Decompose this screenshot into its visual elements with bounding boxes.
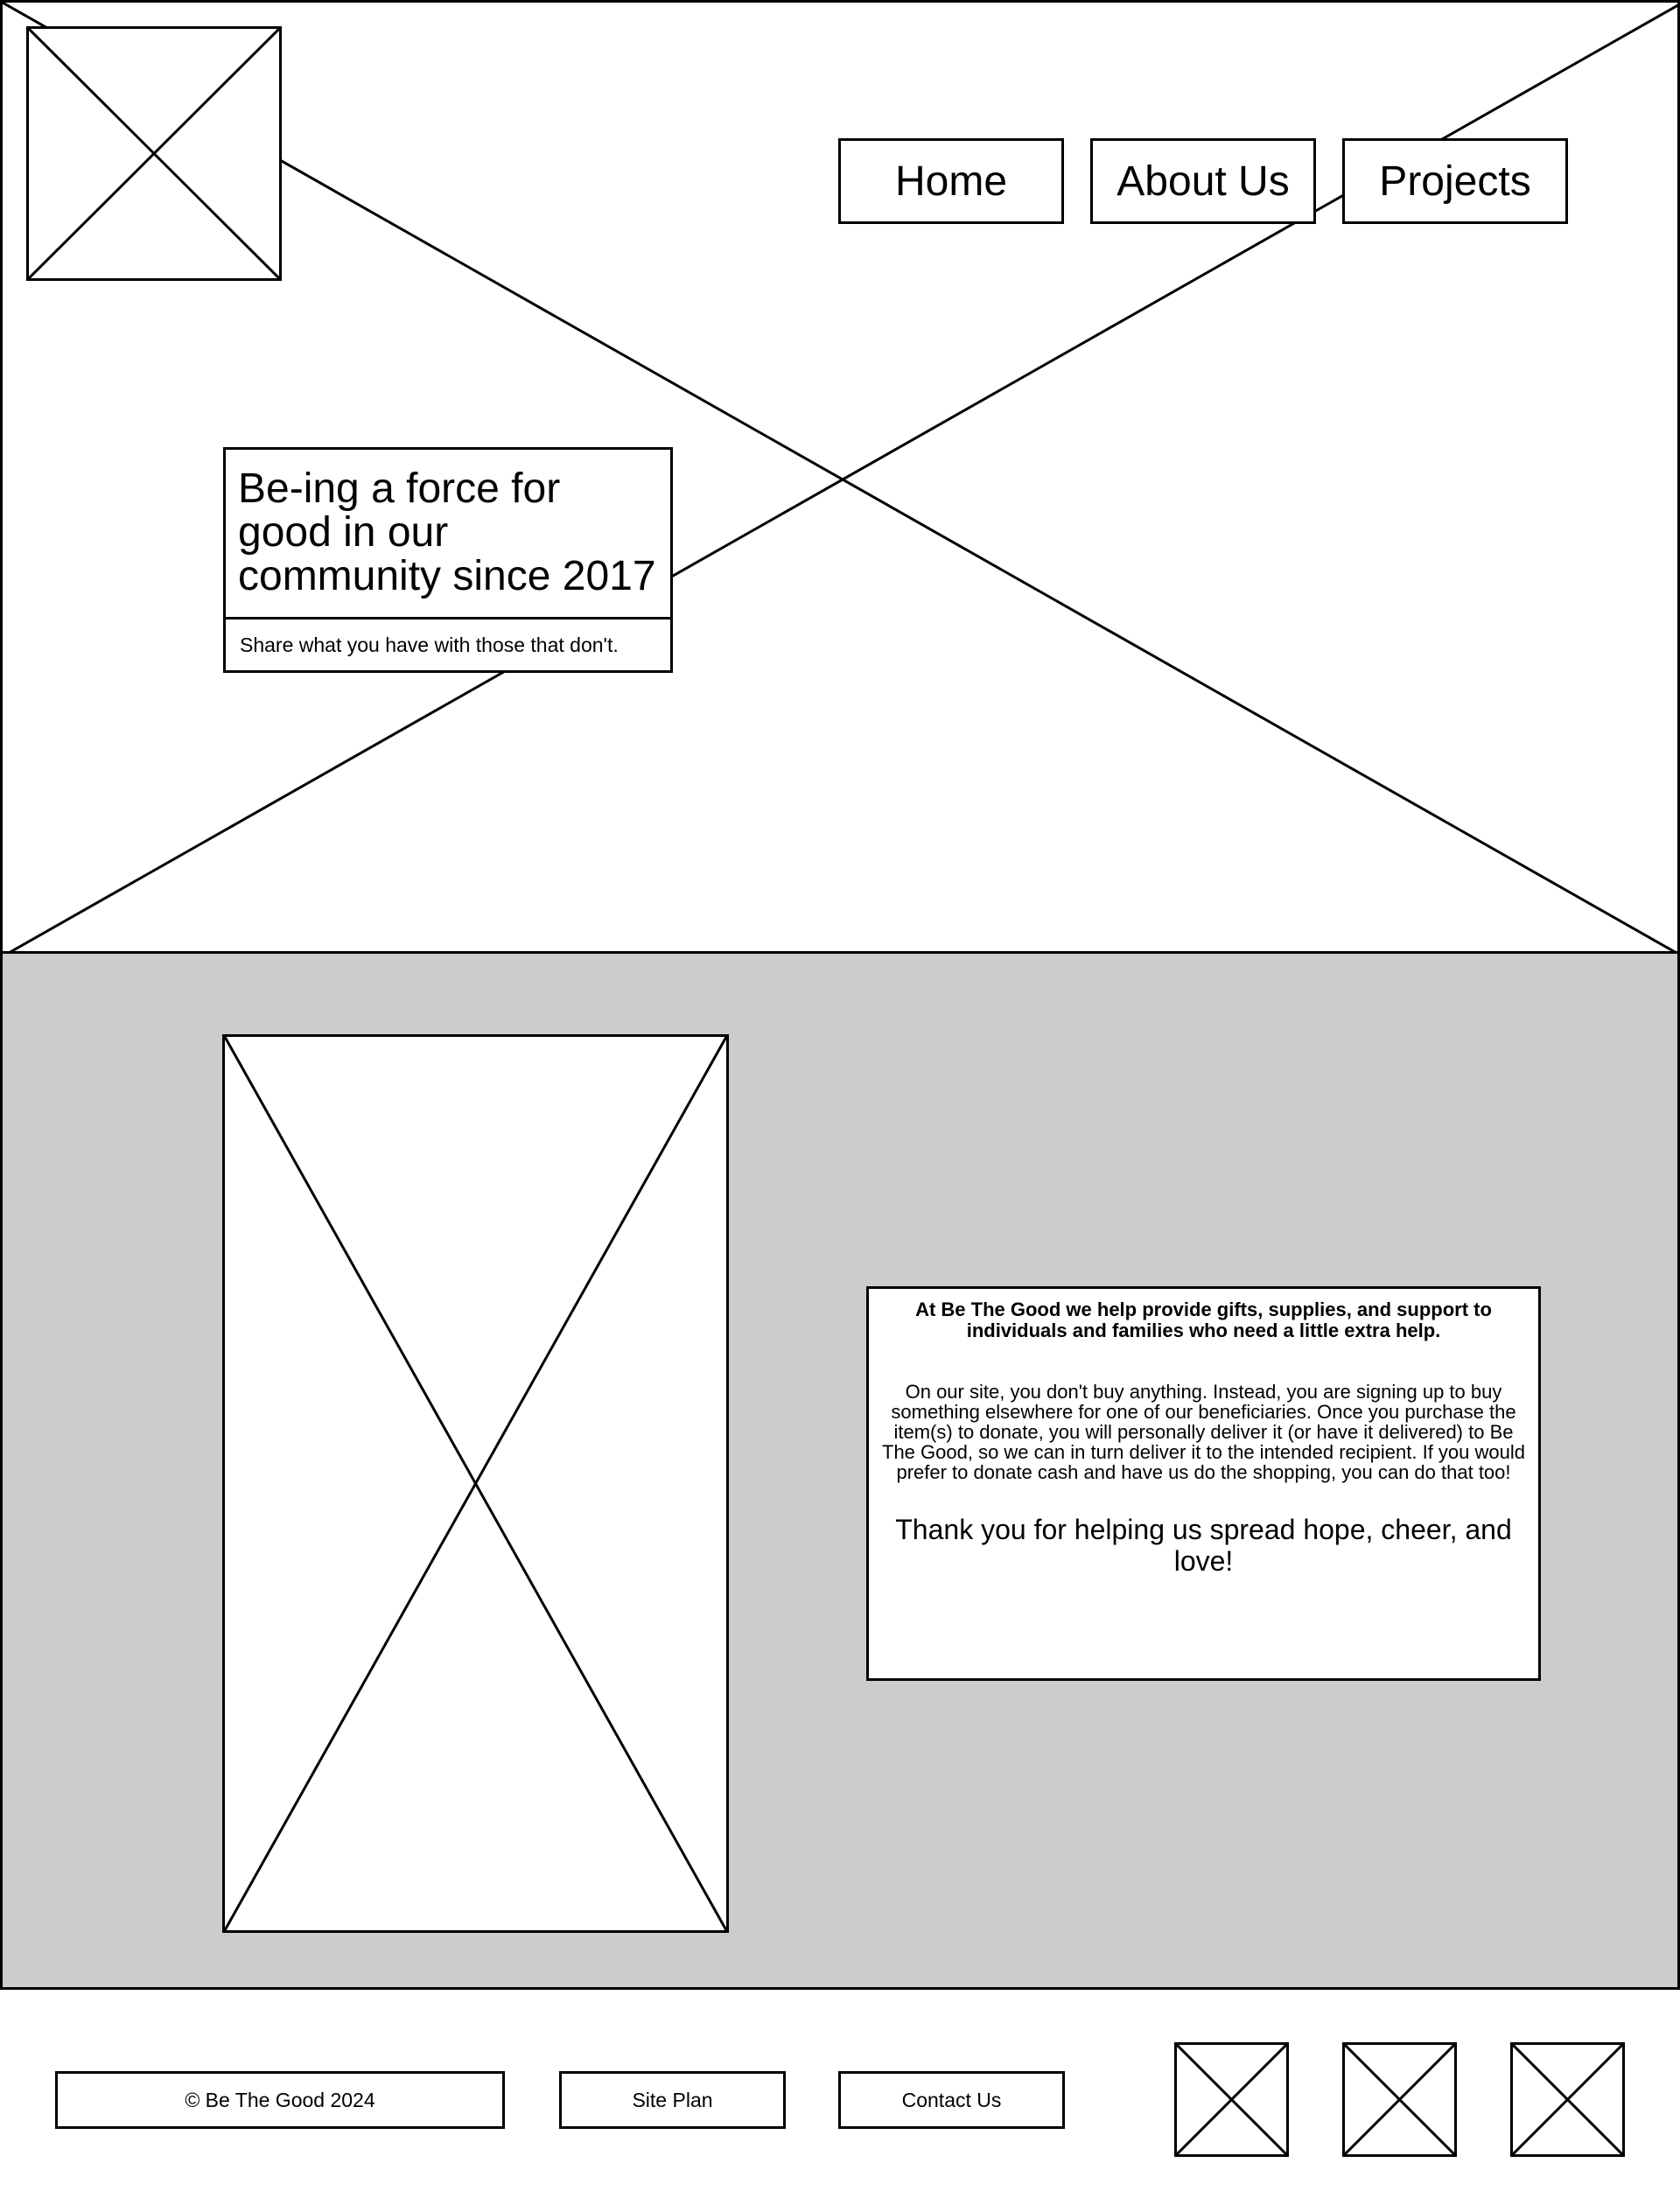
social-link-3[interactable]	[1510, 2042, 1625, 2157]
footer-site-plan-link[interactable]: Site Plan	[559, 2071, 786, 2129]
footer-copyright: © Be The Good 2024	[55, 2071, 505, 2129]
about-text-box	[866, 1286, 1541, 1681]
social-icon-placeholder-icon	[1345, 2045, 1454, 2154]
about-image-placeholder	[222, 1034, 729, 1933]
nav-about-us-button[interactable]: About Us	[1090, 138, 1316, 224]
about-body-text: On our site, you don't buy anything. Instead, you are signing up to buy something elsewhere for one of our beneficiaries. Once you purchase the item(s) to donate, you will personally deliver it (or have it delivered) to Be The Good, so we can in turn deliver it to the intended recipient. If you would prefer to donate cash and have us do the shopping, you can do that too!	[882, 1381, 1525, 1483]
logo-image-placeholder-icon	[29, 29, 279, 278]
nav-projects-button[interactable]: Projects	[1342, 138, 1568, 224]
hero-title: Be-ing a force for good in our community since 2017	[226, 450, 670, 620]
social-icon-placeholder-icon	[1513, 2045, 1622, 2154]
social-icon-placeholder-icon	[1177, 2045, 1286, 2154]
hero-tagline-box	[223, 447, 673, 673]
about-image-placeholder-icon	[225, 1037, 726, 1930]
logo-placeholder[interactable]	[26, 26, 282, 281]
nav-home-button[interactable]: Home	[838, 138, 1064, 224]
about-thanks-text: Thank you for helping us spread hope, cheer, and love!	[895, 1514, 1512, 1577]
social-link-1[interactable]	[1174, 2042, 1289, 2157]
about-lead-text: At Be The Good we help provide gifts, supplies, and support to individuals and families who need a little extra help.	[915, 1298, 1492, 1341]
footer-contact-us-link[interactable]: Contact Us	[838, 2071, 1065, 2129]
social-link-2[interactable]	[1342, 2042, 1457, 2157]
hero-subtitle: Share what you have with those that don't.	[240, 633, 619, 656]
